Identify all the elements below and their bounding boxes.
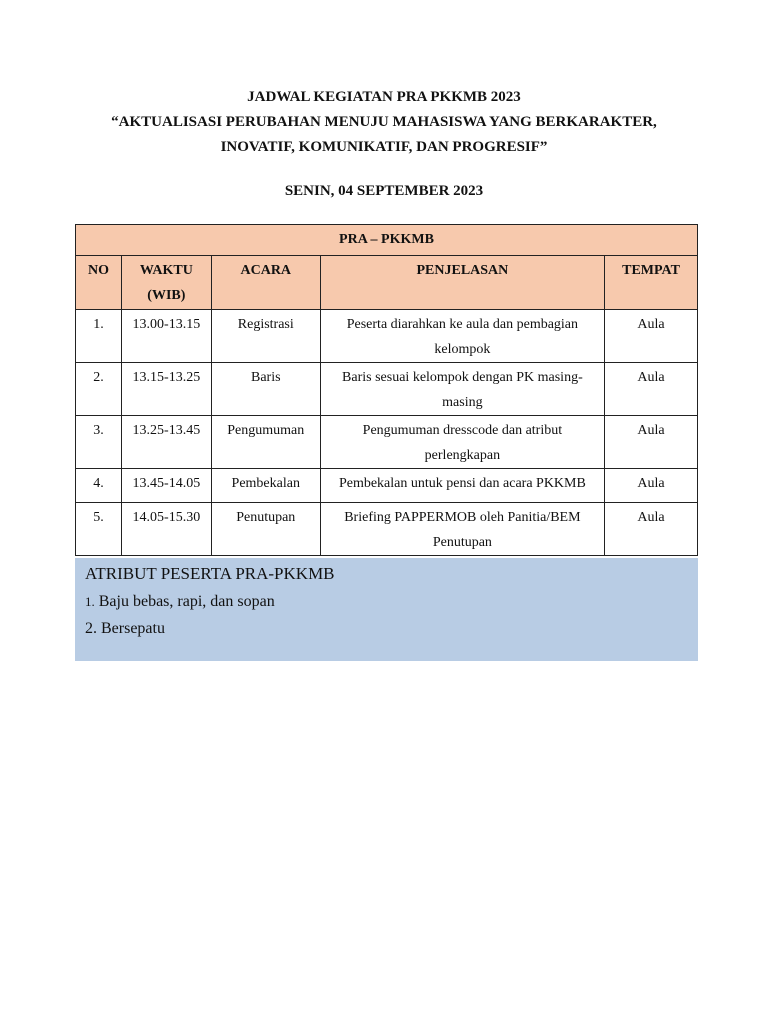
cell-waktu: 13.15-13.25 <box>121 363 211 416</box>
attribute-number: 2. <box>85 620 97 637</box>
col-no: NO <box>76 256 122 310</box>
cell-penjelasan <box>320 469 604 503</box>
cell-penjelasan <box>320 310 604 363</box>
theme-line-2: INOVATIF, KOMUNIKATIF, DAN PROGRESIF” <box>220 139 548 155</box>
penjelasan-line1: Peserta diarahkan ke aula dan pembagian <box>346 317 579 332</box>
cell-acara: Pengumuman <box>211 416 320 469</box>
cell-no: 4. <box>76 469 122 503</box>
col-waktu <box>121 256 211 310</box>
event-date: SENIN, 04 SEPTEMBER 2023 <box>284 183 484 199</box>
cell-acara: Baris <box>211 363 320 416</box>
table-row <box>76 310 698 363</box>
table-caption-row <box>76 225 698 256</box>
cell-acara: Registrasi <box>211 310 320 363</box>
cell-tempat: Aula <box>605 363 698 416</box>
col-waktu-line1: WAKTU <box>139 263 193 278</box>
penjelasan-line1: Pembekalan untuk pensi dan acara PKKMB <box>338 476 586 491</box>
cell-acara: Pembekalan <box>211 469 320 503</box>
cell-waktu: 13.25-13.45 <box>121 416 211 469</box>
cell-tempat: Aula <box>605 469 698 503</box>
cell-penjelasan <box>320 416 604 469</box>
cell-waktu: 13.45-14.05 <box>121 469 211 503</box>
document-title: JADWAL KEGIATAN PRA PKKMB 2023 <box>247 89 521 105</box>
penjelasan-line1: Briefing PAPPERMOB oleh Panitia/BEM <box>344 510 581 525</box>
penjelasan-line1: Baris sesuai kelompok dengan PK masing- <box>342 370 583 385</box>
attribute-item <box>85 588 688 615</box>
penjelasan-line1: Pengumuman dresscode dan atribut <box>362 423 563 438</box>
col-acara: ACARA <box>211 256 320 310</box>
cell-no: 5. <box>76 503 122 556</box>
table-row <box>76 503 698 556</box>
cell-tempat: Aula <box>605 310 698 363</box>
cell-acara: Penutupan <box>211 503 320 556</box>
cell-no: 2. <box>76 363 122 416</box>
table-row <box>76 416 698 469</box>
attribute-text: Baju bebas, rapi, dan sopan <box>98 593 275 610</box>
cell-tempat: Aula <box>605 416 698 469</box>
cell-tempat: Aula <box>605 503 698 556</box>
cell-penjelasan <box>320 363 604 416</box>
attribute-item <box>85 615 688 642</box>
cell-no: 3. <box>76 416 122 469</box>
attributes-box <box>75 558 698 661</box>
penjelasan-line2: masing <box>442 395 483 410</box>
penjelasan-line2: Penutupan <box>432 535 492 550</box>
cell-waktu: 13.00-13.15 <box>121 310 211 363</box>
attribute-number: 1. <box>85 594 95 609</box>
cell-penjelasan <box>320 503 604 556</box>
cell-no: 1. <box>76 310 122 363</box>
table-caption: PRA – PKKMB <box>76 225 698 256</box>
col-penjelasan: PENJELASAN <box>320 256 604 310</box>
col-tempat: TEMPAT <box>605 256 698 310</box>
cell-waktu: 14.05-15.30 <box>121 503 211 556</box>
col-waktu-line2: (WIB) <box>147 288 186 303</box>
attributes-title: ATRIBUT PESERTA PRA-PKKMB <box>85 564 335 583</box>
schedule-table <box>75 224 698 556</box>
table-row <box>76 469 698 503</box>
table-header-row <box>76 256 698 310</box>
penjelasan-line2: kelompok <box>434 342 491 357</box>
attribute-text: Bersepatu <box>101 620 165 637</box>
table-row <box>76 363 698 416</box>
document-header <box>0 85 768 204</box>
theme-line-1: “AKTUALISASI PERUBAHAN MENUJU MAHASISWA YANG BERKARAKTER, <box>111 114 657 130</box>
penjelasan-line2: perlengkapan <box>424 448 501 463</box>
